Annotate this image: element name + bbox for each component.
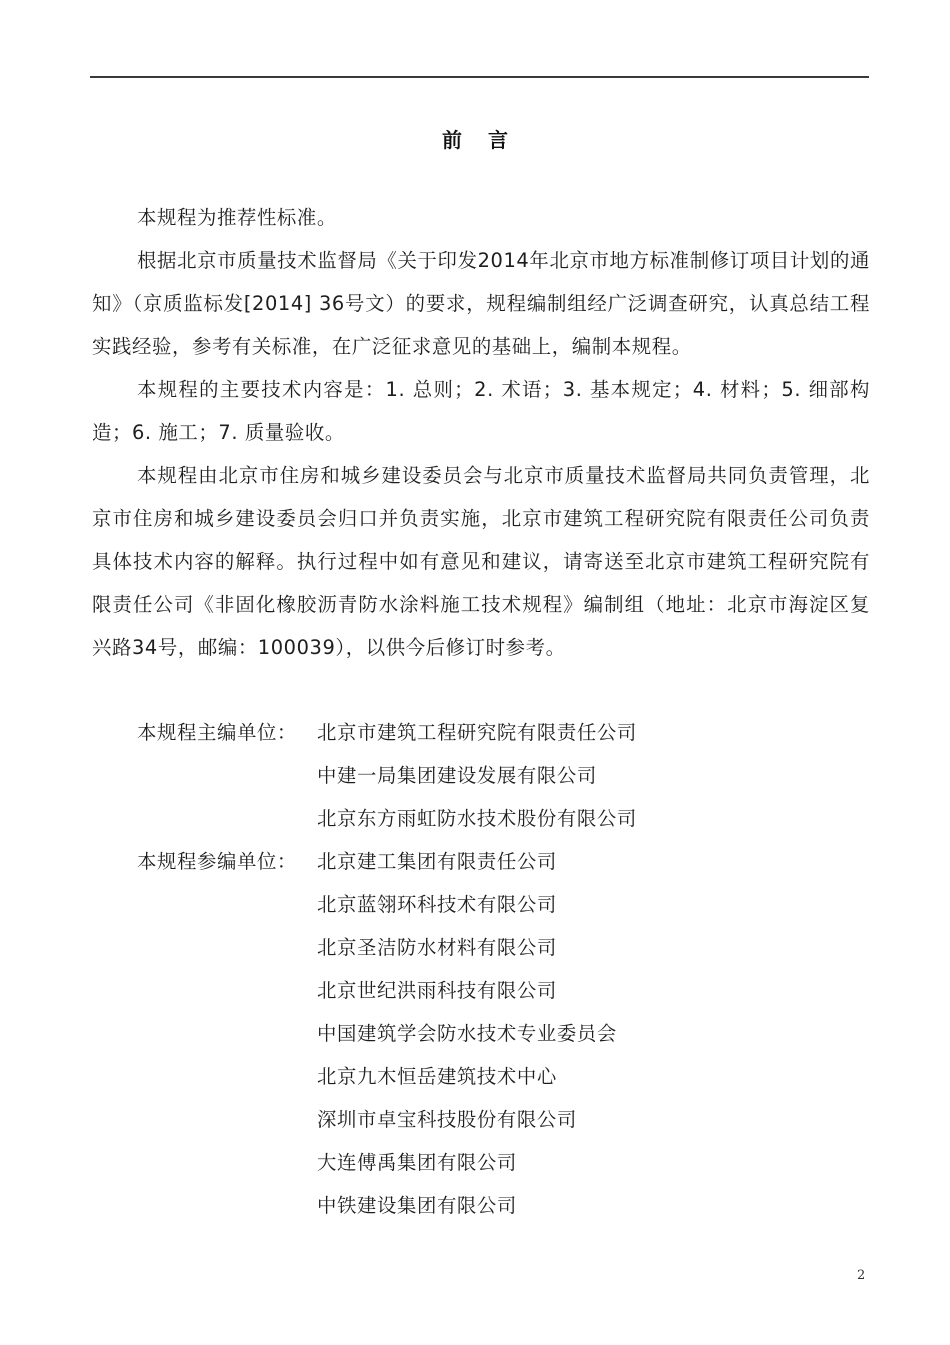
list-item: 北京圣洁防水材料有限公司 <box>317 936 557 959</box>
list-item: 深圳市卓宝科技股份有限公司 <box>317 1108 577 1131</box>
chief-units-list <box>317 711 637 840</box>
page-number: 2 <box>857 1268 866 1283</box>
paragraph-standard-type: 本规程为推荐性标准。 <box>137 206 337 229</box>
paragraph-management: 本规程由北京市住房和城乡建设委员会与北京市质量技术监督局共同负责管理，北京市住房和城乡建设委员会归口并负责实施，北京市建筑工程研究院有限责任公司负责具体技术内容的解释。执行过程中如有意见和建议，请寄送至北京市建筑工程研究院有限责任公司《非固化橡胶沥青防水涂料施工技术规程》编制组（地址：北京市海淀区复兴路34号，邮编：100039），以供今后修订时参考。 <box>92 464 870 659</box>
list-item: 北京市建筑工程研究院有限责任公司 <box>317 721 637 744</box>
header-rule <box>90 76 869 78</box>
chief-units-label: 本规程主编单位： <box>137 721 297 744</box>
page-title: 前言 <box>442 128 534 152</box>
list-item: 北京东方雨虹防水技术股份有限公司 <box>317 807 637 830</box>
list-item: 中建一局集团建设发展有限公司 <box>317 764 597 787</box>
participating-units-list <box>317 840 617 1227</box>
participating-units-section <box>137 840 617 1227</box>
list-item: 北京九木恒岳建筑技术中心 <box>317 1065 557 1088</box>
list-item: 中铁建设集团有限公司 <box>317 1194 517 1217</box>
preface-body <box>92 196 870 669</box>
list-item: 北京世纪洪雨科技有限公司 <box>317 979 557 1002</box>
list-item: 中国建筑学会防水技术专业委员会 <box>317 1022 617 1045</box>
paragraph-background: 根据北京市质量技术监督局《关于印发2014年北京市地方标准制修订项目计划的通知》（京质监标发[2014] 36号文）的要求，规程编制组经广泛调查研究，认真总结工程实践经验，参考有关标准，在广泛征求意见的基础上，编制本规程。 <box>92 249 870 358</box>
list-item: 北京建工集团有限责任公司 <box>317 850 557 873</box>
participating-units-label: 本规程参编单位： <box>137 850 297 873</box>
paragraph-contents: 本规程的主要技术内容是：1. 总则；2. 术语；3. 基本规定；4. 材料；5. 细部构造；6. 施工；7. 质量验收。 <box>92 378 870 444</box>
list-item: 北京蓝翎环科技术有限公司 <box>317 893 557 916</box>
chief-units-section <box>137 711 637 840</box>
list-item: 大连傅禹集团有限公司 <box>317 1151 517 1174</box>
